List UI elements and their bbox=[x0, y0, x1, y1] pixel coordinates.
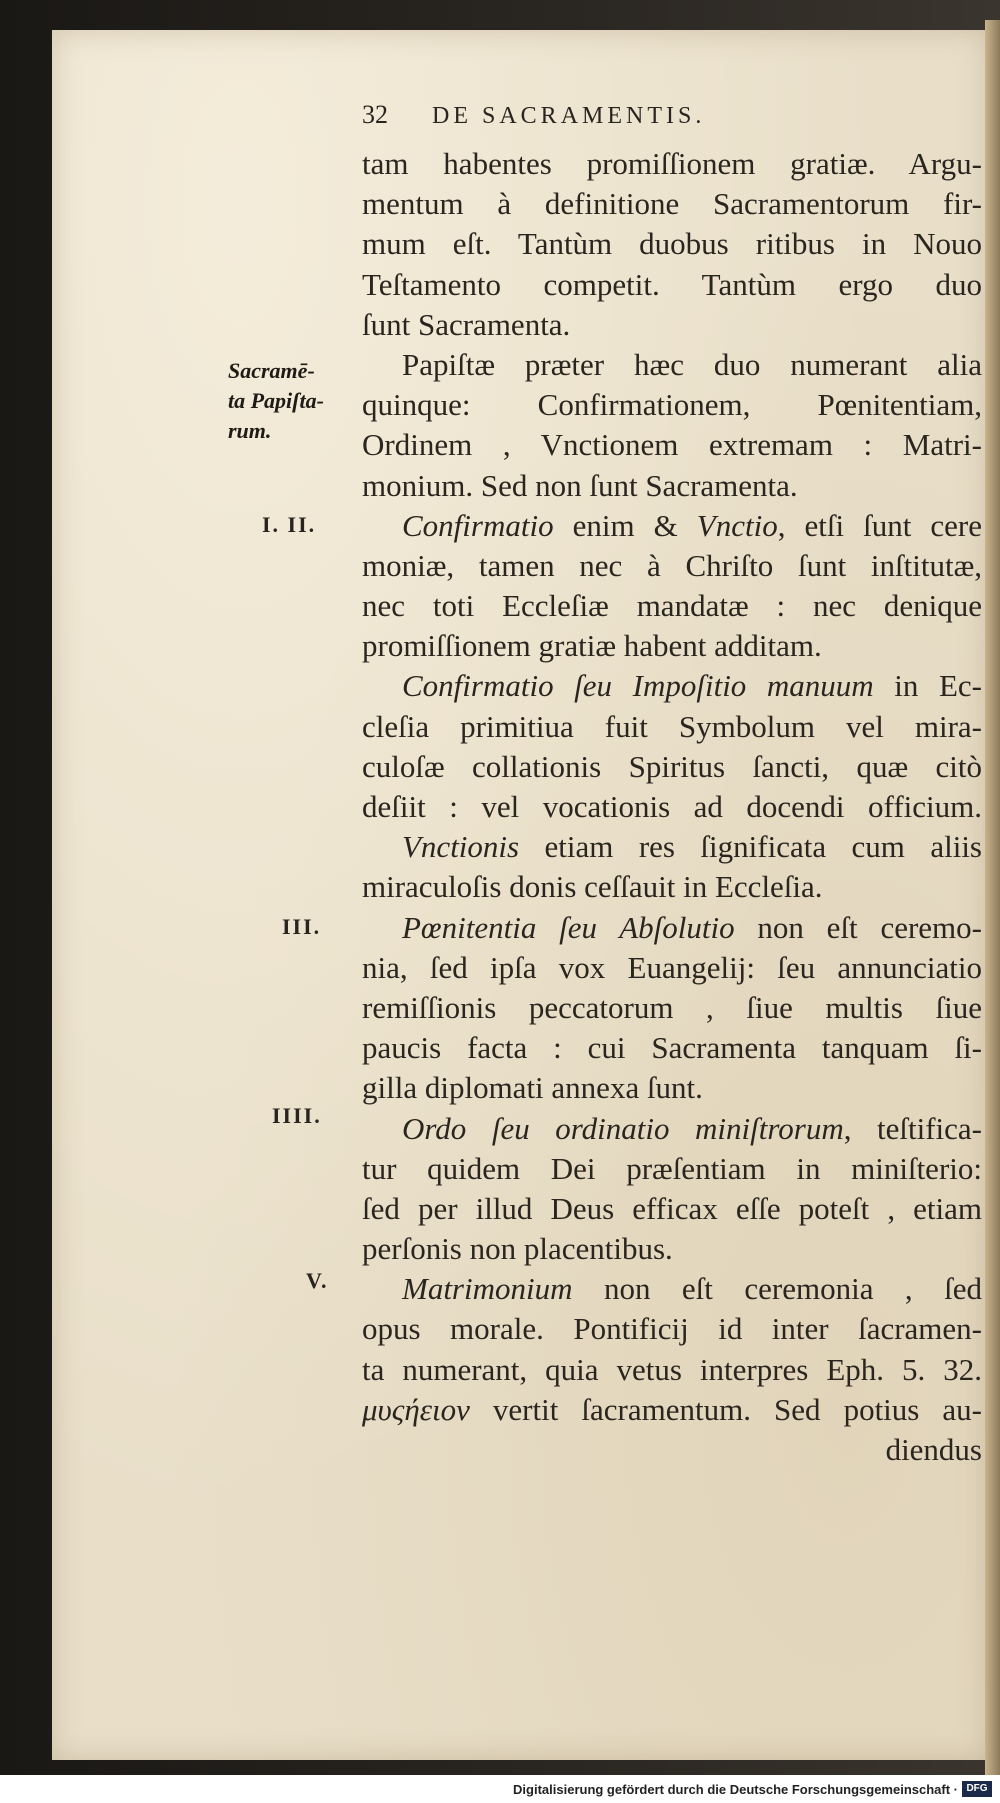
funding-credit: Digitalisierung gefördert durch die Deutsche Forschungsgemeinschaft · bbox=[513, 1782, 958, 1797]
margin-note-line: Sacramē- bbox=[228, 358, 315, 383]
text-run: enim & bbox=[553, 507, 697, 543]
text-line: culoſæ collationis Spiritus ſancti, quæ citò bbox=[362, 748, 982, 784]
text-run: vertit ſacramentum. Sed potius au- bbox=[469, 1391, 982, 1427]
text-line: Papiſtæ præter hæc duo numerant alia bbox=[402, 346, 982, 382]
margin-numeral-4: IIII. bbox=[272, 1103, 322, 1128]
margin-note-line: rum. bbox=[228, 418, 272, 443]
text-line: gilla diplomati annexa ſunt. bbox=[362, 1070, 703, 1106]
text-run: , etſi ſunt cere bbox=[777, 507, 982, 543]
text-line: ſed per illud Deus efficax eſſe poteſt , etiam bbox=[362, 1190, 982, 1226]
margin-note-sacramenta bbox=[228, 356, 324, 446]
text-line: nia, ſed ipſa vox Euangelij: ſeu annunciatio bbox=[362, 949, 982, 985]
dfg-logo: DFG bbox=[962, 1781, 992, 1797]
italic-term: Matrimonium bbox=[402, 1271, 573, 1307]
text-line: promiſſionem gratiæ habent additam. bbox=[362, 628, 822, 664]
text-line bbox=[362, 1390, 982, 1430]
greek-term: μυςήειον bbox=[362, 1391, 470, 1427]
italic-term: Vnctionis bbox=[402, 829, 520, 865]
text-run: in Ec- bbox=[873, 668, 982, 704]
text-line: nec toti Eccleſiæ mandatæ : nec denique bbox=[362, 588, 982, 624]
text-line bbox=[362, 1109, 982, 1149]
text-line: mentum à definitione Sacramentorum fir- bbox=[362, 186, 982, 222]
text-line: opus morale. Pontificij id inter ſacramen- bbox=[362, 1311, 982, 1347]
italic-term: Ordo ſeu ordinatio miniſtrorum bbox=[402, 1110, 844, 1146]
text-line: quinque: Confirmationem, Pœnitentiam, bbox=[362, 387, 982, 423]
margin-numeral-5: V. bbox=[306, 1268, 329, 1293]
text-run: etiam res ſignificata cum aliis bbox=[519, 829, 982, 865]
italic-term: Pœnitentia ſeu Abſolutio bbox=[402, 909, 735, 945]
footer-bar bbox=[0, 1775, 1000, 1803]
page-number: 32 bbox=[362, 100, 388, 129]
text-line bbox=[362, 827, 982, 867]
running-header bbox=[362, 100, 705, 130]
body-text bbox=[362, 144, 982, 1470]
page-edge bbox=[985, 20, 1000, 1780]
italic-term: Confirmatio ſeu Impoſitio manuum bbox=[402, 668, 874, 704]
text-run: non eſt ceremo- bbox=[734, 909, 982, 945]
text-line: tam habentes promiſſionem gratiæ. Argu- bbox=[362, 146, 982, 181]
text-line: moniæ, tamen nec à Chriſto ſunt inſtitutæ, bbox=[362, 547, 982, 583]
text-line: ta numerant, quia vetus interpres Eph. 5. 32. bbox=[362, 1351, 982, 1387]
text-line bbox=[362, 666, 982, 706]
text-line: tur quidem Dei præſentiam in miniſterio: bbox=[362, 1150, 982, 1186]
text-line: Teſtamento competit. Tantùm ergo duo bbox=[362, 266, 982, 302]
text-line: paucis facta : cui Sacramenta tanquam ſi- bbox=[362, 1030, 982, 1066]
text-line: perſonis non placentibus. bbox=[362, 1231, 673, 1267]
italic-term: Confirmatio bbox=[402, 507, 554, 543]
margin-numeral-1-2: I. II. bbox=[262, 512, 317, 537]
text-line: mum eſt. Tantùm duobus ritibus in Nouo bbox=[362, 226, 982, 262]
text-line: monium. Sed non ſunt Sacramenta. bbox=[362, 467, 798, 503]
margin-note-line: ta Papiſta- bbox=[228, 388, 324, 413]
margin-numeral-3: III. bbox=[282, 914, 322, 939]
text-line bbox=[362, 908, 982, 948]
text-run: non eſt ceremonia , ſed bbox=[572, 1271, 982, 1307]
text-line bbox=[362, 506, 982, 546]
italic-term: Vnctio bbox=[696, 507, 778, 543]
running-title: DE SACRAMENTIS. bbox=[432, 103, 706, 129]
text-line: ſunt Sacramenta. bbox=[362, 306, 571, 342]
text-line bbox=[362, 1269, 982, 1309]
text-run: , teſtifica- bbox=[843, 1110, 982, 1146]
text-line: Ordinem , Vnctionem extremam : Matri- bbox=[362, 427, 982, 463]
text-line: deſiit : vel vocationis ad docendi officium. bbox=[362, 789, 982, 824]
text-line: remiſſionis peccatorum , ſiue multis ſiue bbox=[362, 989, 982, 1025]
text-line: miraculoſis donis ceſſauit in Eccleſia. bbox=[362, 869, 823, 905]
catchword: diendus bbox=[885, 1432, 982, 1467]
text-line: cleſia primitiua fuit Symbolum vel mira- bbox=[362, 708, 982, 744]
